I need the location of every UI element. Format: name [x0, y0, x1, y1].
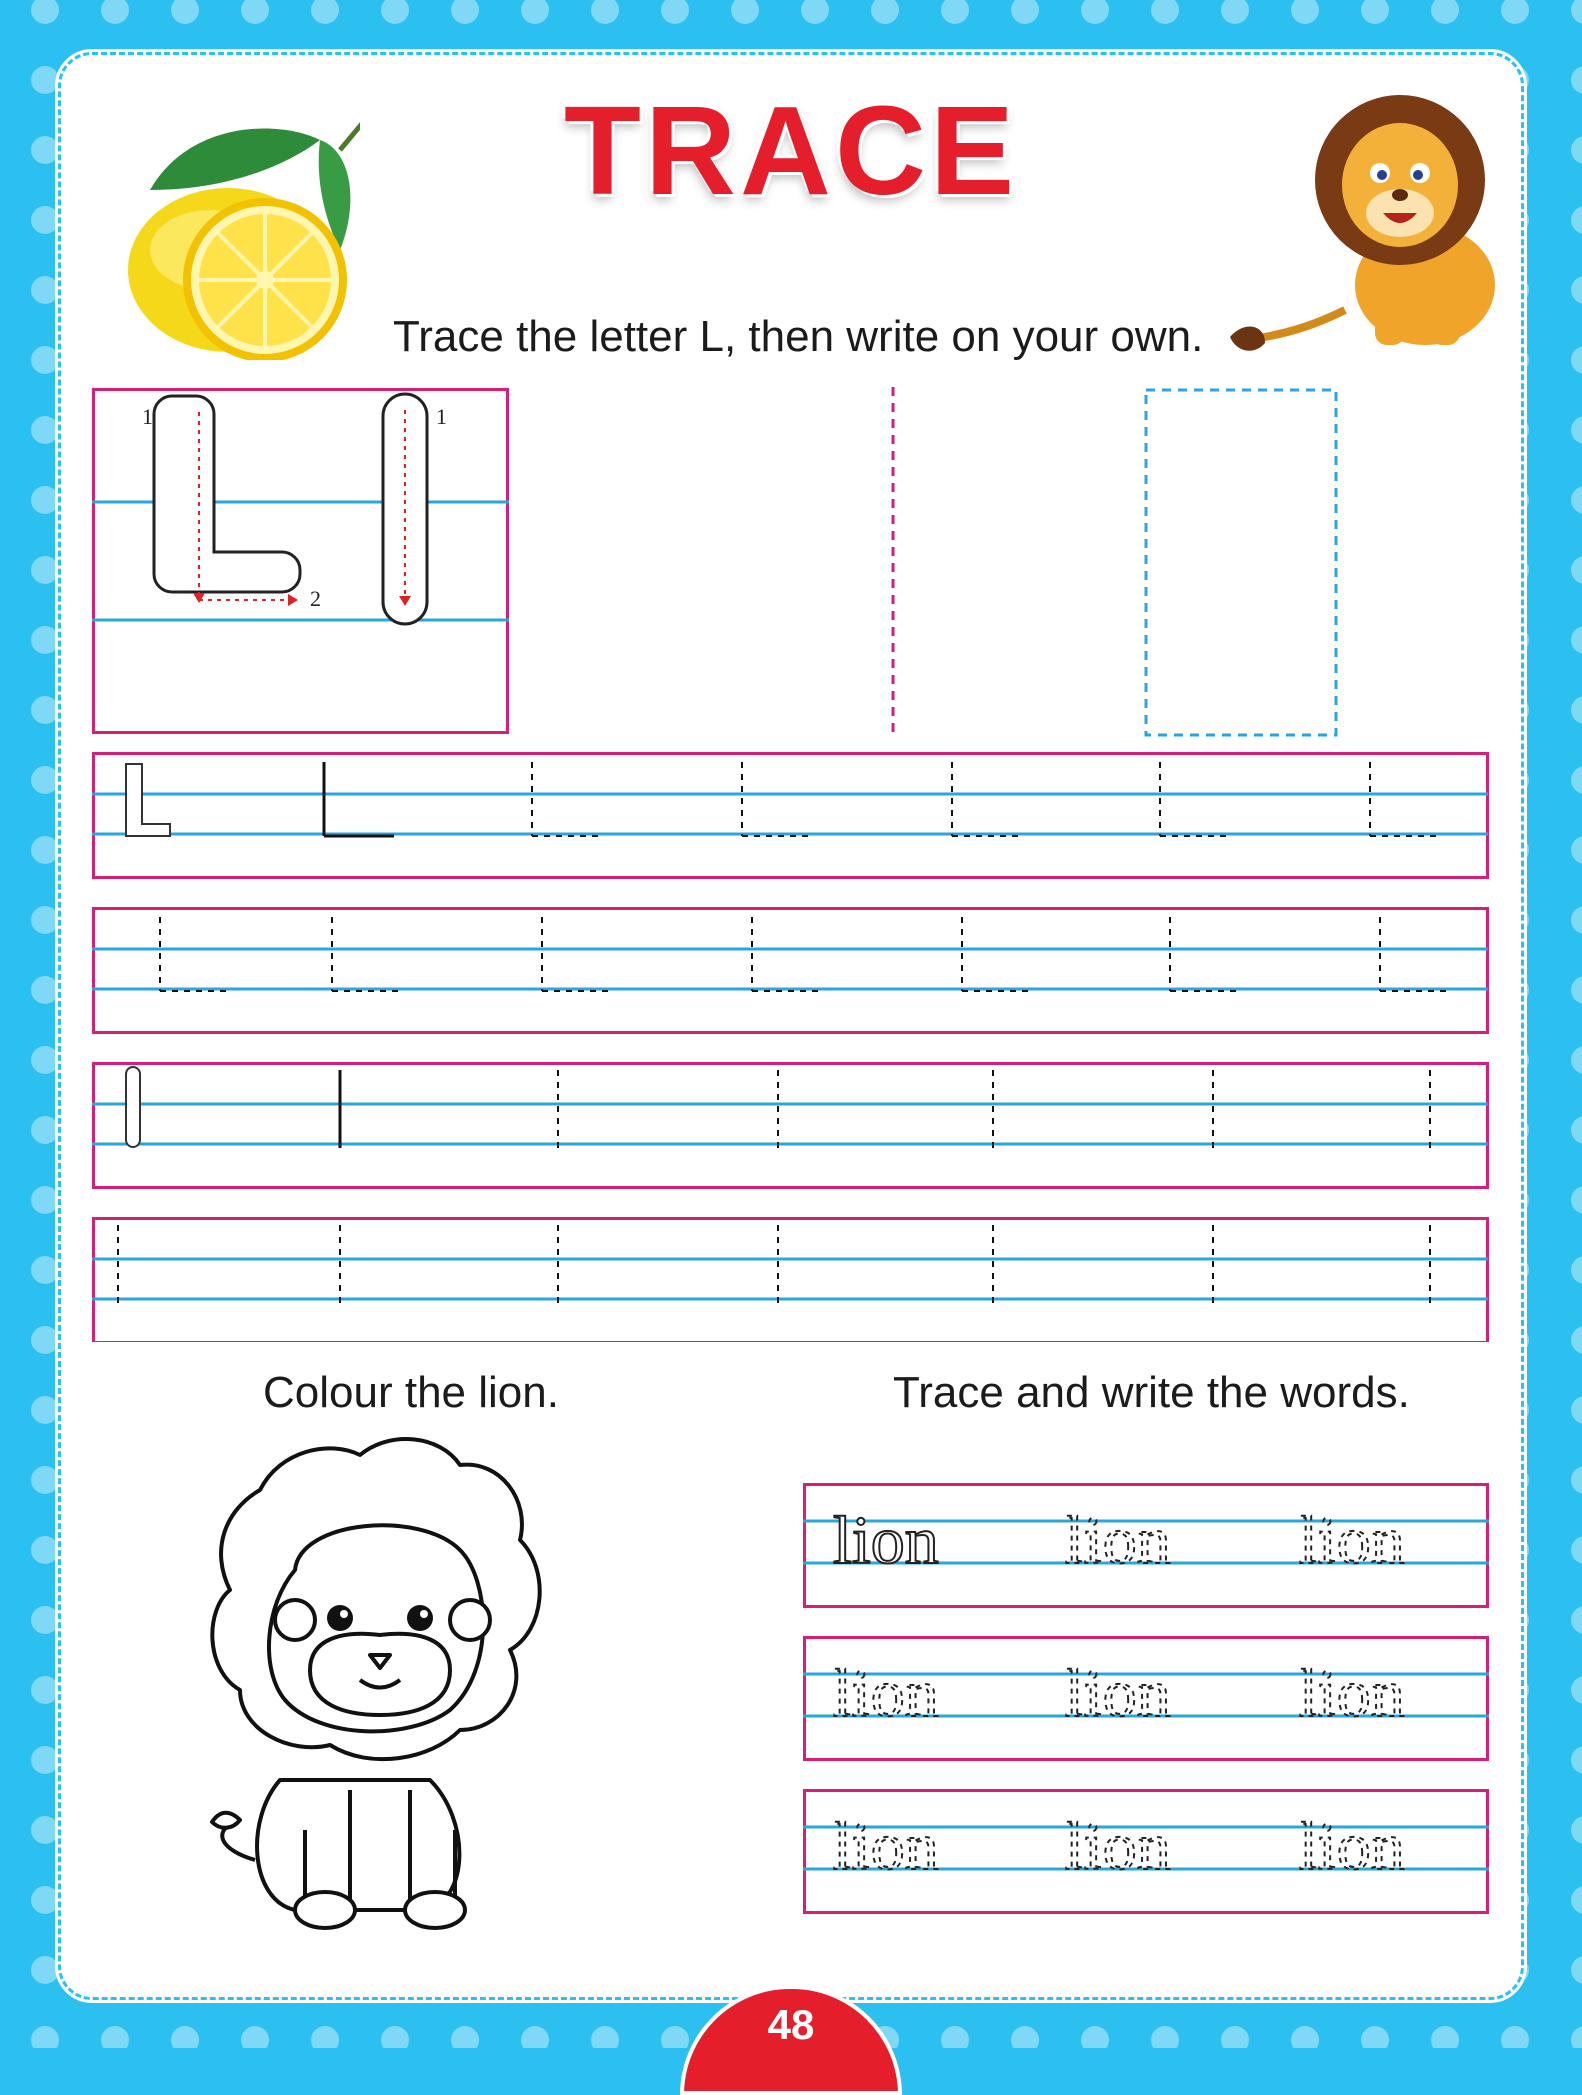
page-title: TRACE [564, 80, 1018, 221]
traced-word: lion [833, 1502, 939, 1578]
stroke-label-1: 1 [142, 404, 153, 429]
traced-word: lion [1299, 1808, 1405, 1884]
practice-row [92, 1219, 1488, 1343]
traced-word: lion [1299, 1502, 1405, 1578]
words-instruction: Trace and write the words. [893, 1368, 1410, 1417]
practice-row [92, 909, 1488, 1033]
trace-letter-outline [126, 764, 170, 836]
stroke-label-2: 2 [310, 586, 321, 611]
traced-word: lion [833, 1655, 939, 1731]
write-own-area [880, 385, 1340, 740]
uppercase-l-outline [154, 396, 300, 592]
traced-word: lion [1065, 1655, 1171, 1731]
traced-word: lion [1065, 1502, 1171, 1578]
lion-outline-icon [200, 1430, 580, 1950]
colour-instruction: Colour the lion. [263, 1368, 559, 1417]
traced-word: lion [833, 1808, 939, 1884]
stroke-label-lower-1: 1 [436, 404, 447, 429]
page-number: 48 [767, 2001, 815, 2048]
word-row [803, 1791, 1489, 1913]
practice-row [92, 1064, 1488, 1188]
trace-letter-outline [126, 1067, 140, 1147]
traced-word: lion [1299, 1655, 1405, 1731]
lemon-icon [110, 110, 360, 360]
page-number-badge [680, 1985, 902, 2095]
traced-word: lion [1065, 1808, 1171, 1884]
word-row [803, 1485, 1489, 1607]
lion-icon [1225, 85, 1525, 365]
word-row [803, 1638, 1489, 1760]
word-practice-rows [803, 1483, 1493, 1923]
letter-demo-box [92, 388, 512, 736]
letter-practice-rows [92, 752, 1490, 1342]
practice-row [92, 754, 1488, 878]
trace-instruction: Trace the letter L, then write on your own. [393, 312, 1204, 361]
